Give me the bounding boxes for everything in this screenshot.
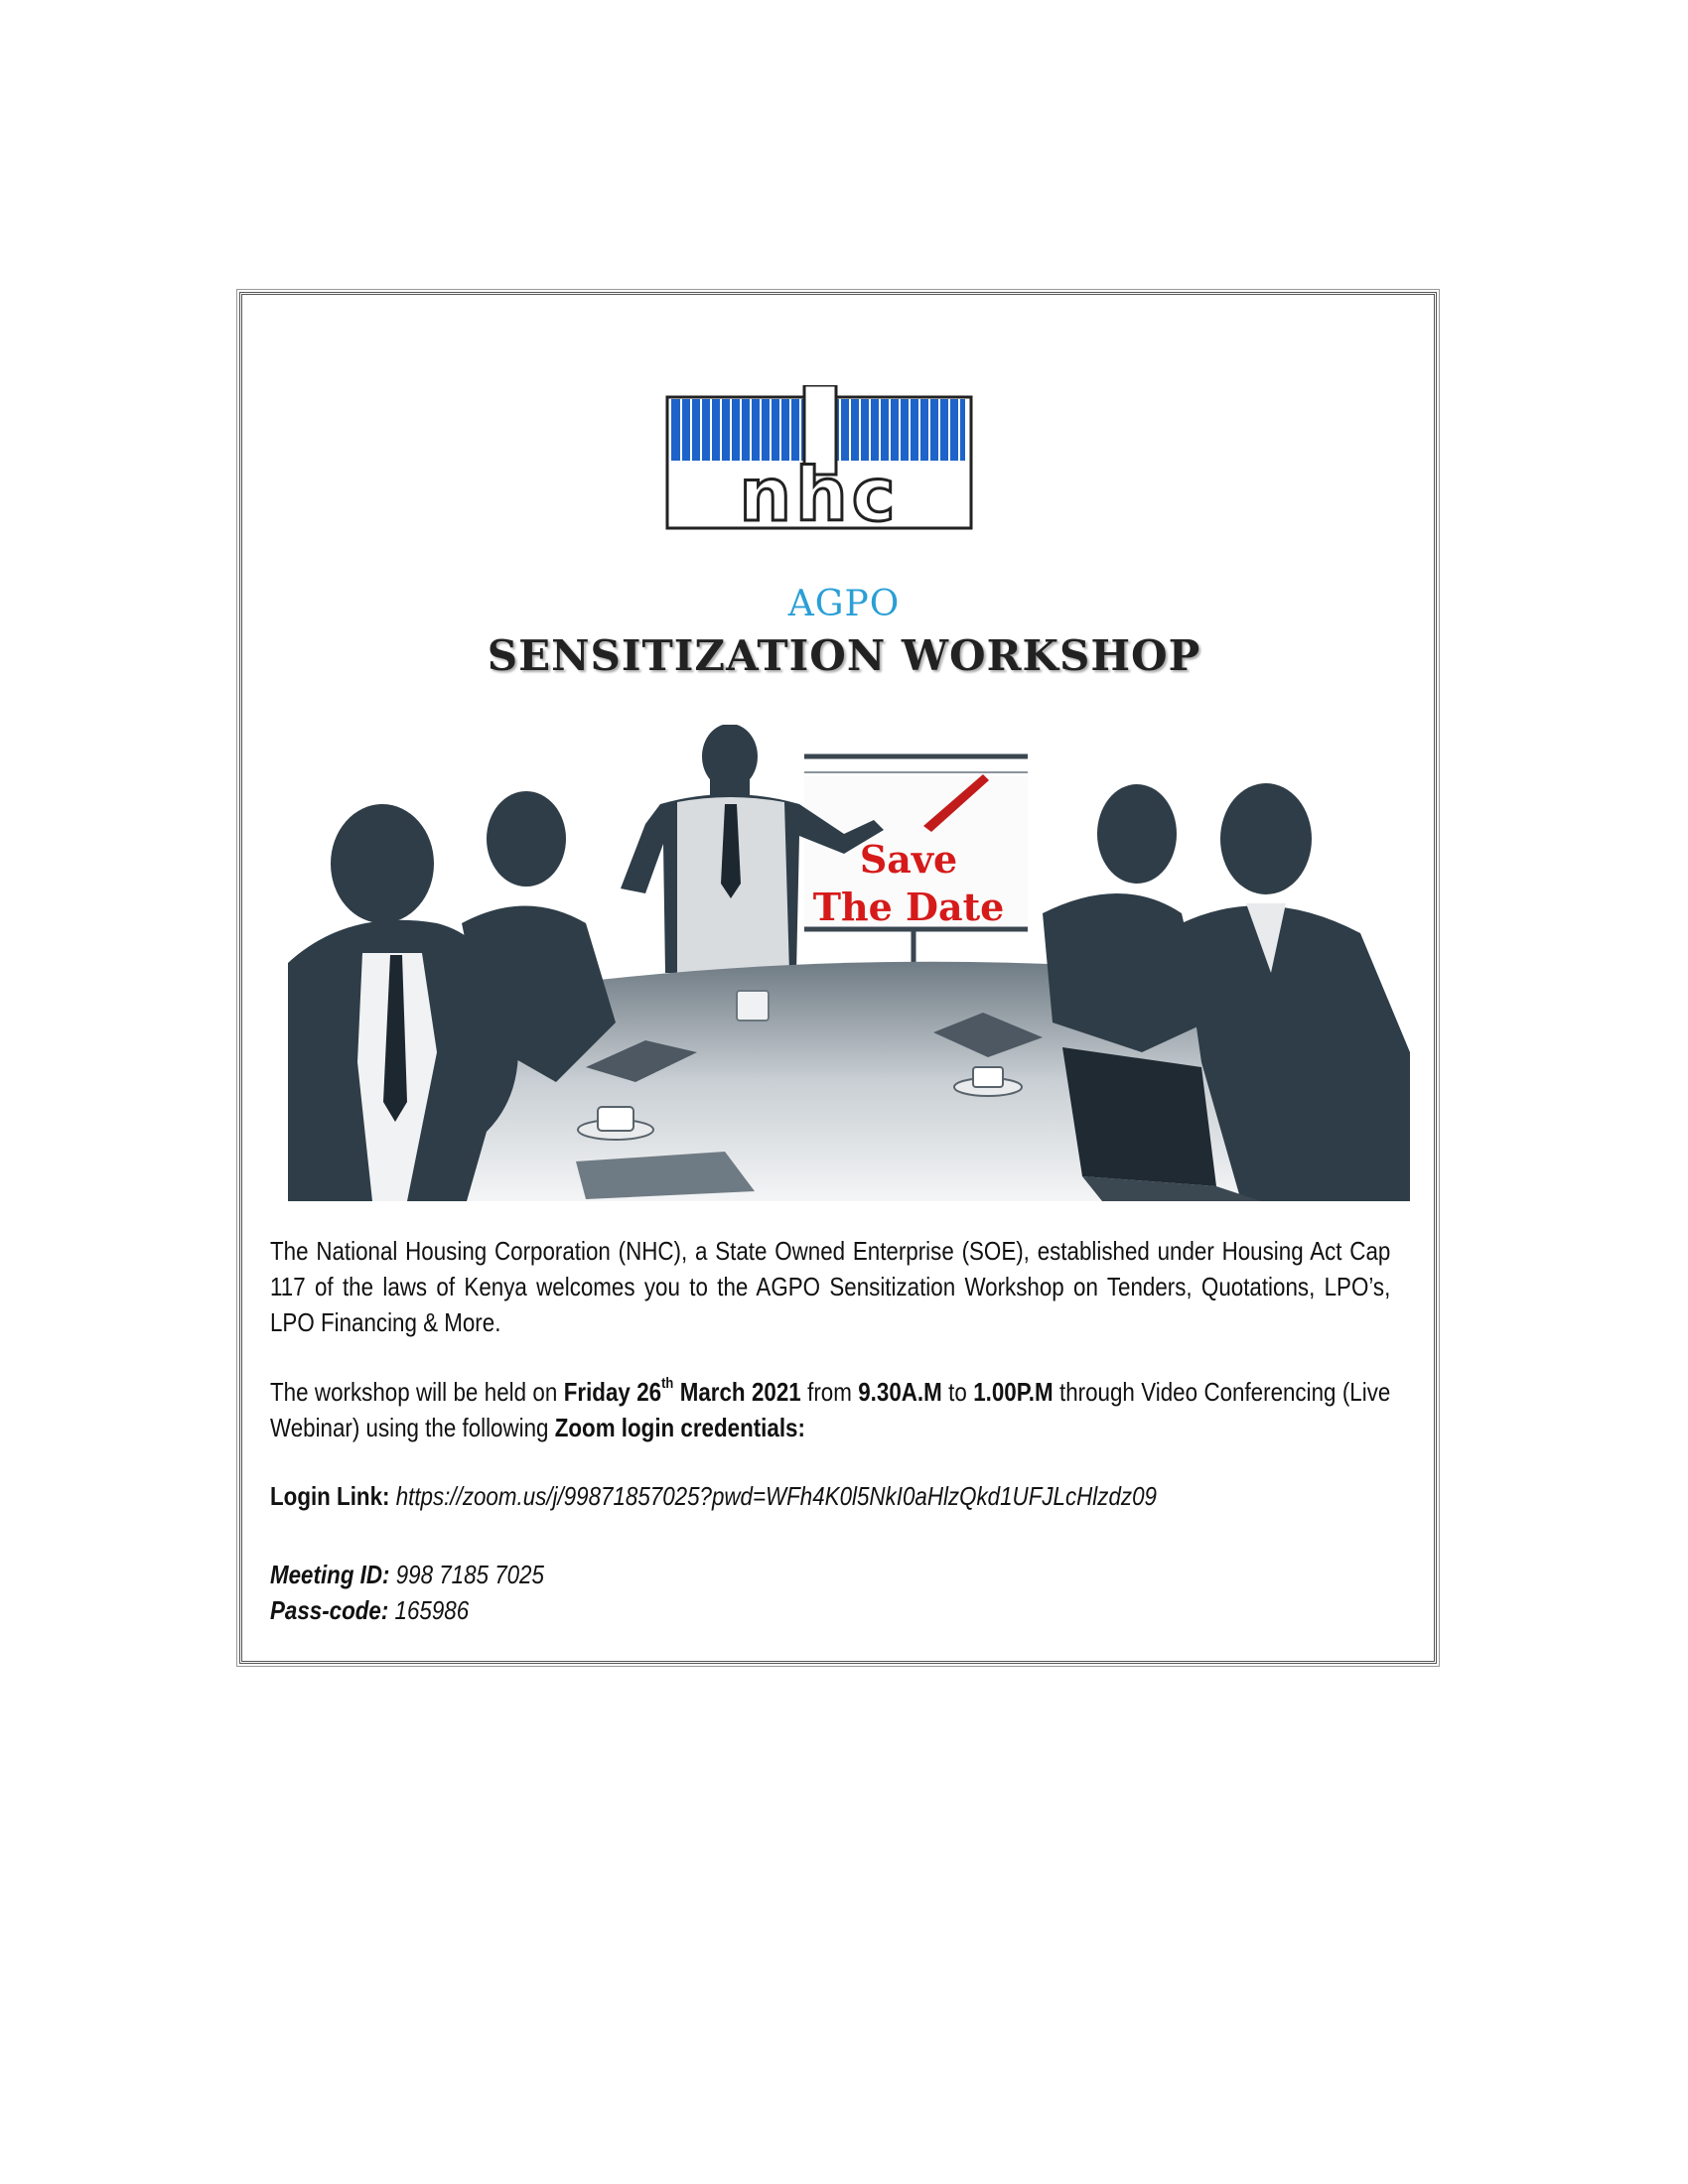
meeting-illustration xyxy=(288,725,1410,1201)
schedule-start-time: 9.30A.M xyxy=(858,1377,942,1407)
schedule-end-time: 1.00P.M xyxy=(973,1377,1054,1407)
save-the-date-text xyxy=(779,836,1038,931)
meeting-id-line xyxy=(270,1557,1390,1592)
schedule-paragraph xyxy=(270,1374,1390,1445)
passcode-value: 165986 xyxy=(394,1595,470,1625)
schedule-middle: through Video Conferencing (Live Webinar) using the following xyxy=(270,1377,1391,1442)
nhc-logo xyxy=(665,385,973,530)
the-date-line: The Date xyxy=(812,885,1005,929)
schedule-date-sup: th xyxy=(661,1375,674,1392)
meeting-id-value: 998 7185 7025 xyxy=(395,1560,544,1589)
schedule-date-day: Friday 26 xyxy=(563,1377,662,1407)
save-line: Save xyxy=(859,837,958,882)
passcode-line xyxy=(270,1592,1390,1628)
heading-agpo: AGPO xyxy=(787,584,901,624)
login-label: Login Link: xyxy=(270,1481,390,1511)
heading-workshop: SENSITIZATION WORKSHOP xyxy=(487,631,1201,680)
schedule-credentials: Zoom login credentials: xyxy=(554,1413,805,1442)
schedule-to: to xyxy=(948,1377,967,1407)
intro-paragraph: The National Housing Corporation (NHC), a State Owned Enterprise (SOE), established under Housing Act Cap 117 of the laws of Kenya welcomes you to the AGPO Sensitization Workshop on Tenders, Quotations, LPO’s, LPO Financing & More. xyxy=(270,1236,1391,1337)
login-line xyxy=(270,1478,1390,1514)
meeting-id-label: Meeting ID: xyxy=(270,1560,390,1589)
login-link[interactable]: https://zoom.us/j/99871857025?pwd=WFh4K0l5NkI0aHlzQkd1UFJLcHlzdz09 xyxy=(395,1481,1157,1511)
passcode-label: Pass-code: xyxy=(270,1595,389,1625)
svg-text:nhc: nhc xyxy=(739,453,900,530)
schedule-date-rest: March 2021 xyxy=(679,1377,801,1407)
schedule-prefix: The workshop will be held on xyxy=(270,1377,558,1407)
schedule-from: from xyxy=(807,1377,852,1407)
